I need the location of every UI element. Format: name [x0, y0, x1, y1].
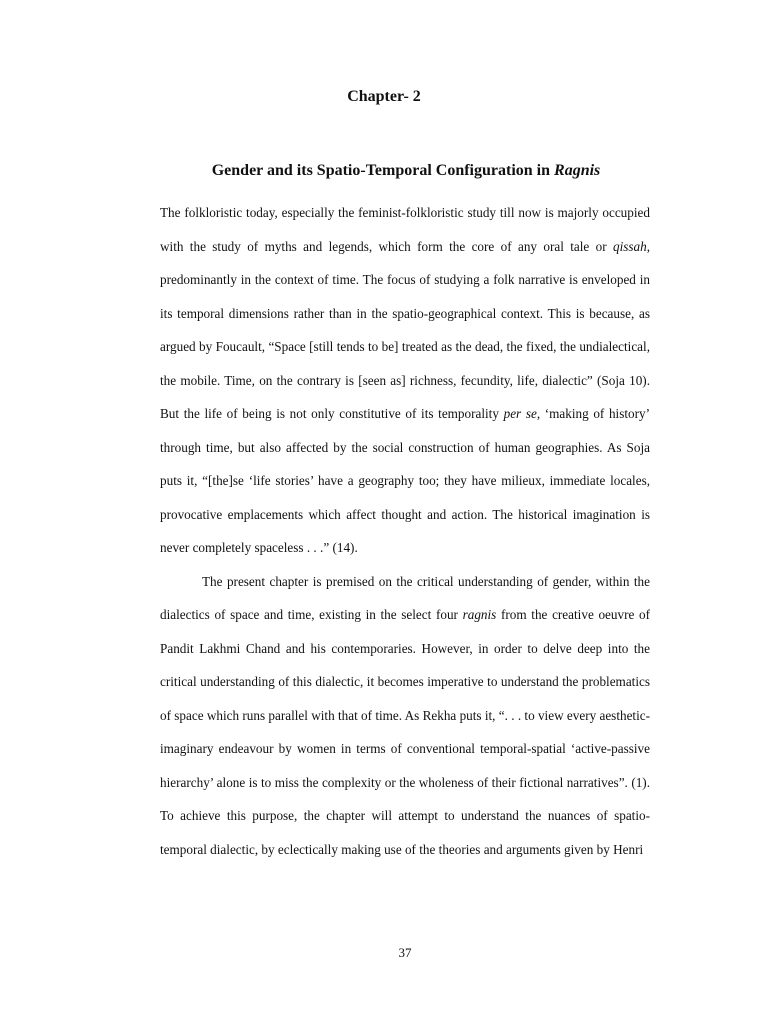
chapter-title: [0, 160, 768, 182]
chapter-label: Chapter- 2: [347, 88, 421, 105]
paragraph-1-run-3: , predominantly in the context of time. The focus of studying a folk narrative is enveloped in its temporal dimensions rather than in the spatio-geographical context. This is because, as argued by Foucault, “Space [still tends to be] treated as the dead, the fixed, the undialectical, the mobile. Time, on the contrary is [seen as] richness, fecundity, life, dialectic” (Soja 10). But the life of being is not only constitutive of its temporality: [160, 238, 650, 421]
paragraph-2: [160, 565, 650, 867]
page-number: 37: [398, 945, 412, 960]
paragraph-1: [160, 196, 650, 565]
paragraph-2-run-1: The present chapter is premised on the critical understanding of gender, within the dialectics of space and time, existing in the select four: [160, 573, 650, 622]
paragraph-2-run-2: ragnis: [462, 607, 497, 622]
chapter-title-main: Gender and its Spatio-Temporal Configuration in: [211, 162, 555, 179]
paragraph-2-run-3: from the creative oeuvre of Pandit Lakhmi Chand and his contemporaries. However, in order to delve deep into the critical understanding of this dialectic, it becomes imperative to understand the problematics of space which runs parallel with that of time. As Rekha puts it, “. . . to view every aesthetic-imaginary endeavour by women in terms of conventional temporal-spatial ‘active-passive hierarchy’ alone is to miss the complexity or the wholeness of their fictional narratives”. (1). To achieve this purpose, the chapter will attempt to understand the nuances of spatio-temporal dialectic, by eclectically making use of the theories and arguments given by Henri: [160, 607, 650, 857]
body-text: [160, 196, 650, 866]
paragraph-1-run-2: qissah: [612, 238, 647, 254]
paragraph-1-run-4: per se: [503, 406, 537, 421]
paragraph-1-run-5: , ‘making of history’ through time, but also affected by the social construction of human geographies. As Soja puts it, “[the]se ‘life stories’ have a geography too; they have milieux, immediate locales, provocative emplacements which affect thought and action. The historical imagination is never completely spaceless . . .” (14).: [160, 406, 650, 555]
chapter-title-italic: Ragnis: [554, 162, 601, 179]
paragraph-1-run-1: The folkloristic today, especially the feminist-folkloristic study till now is majorly occupied with the study of myths and legends, which form the core of any oral tale or: [160, 205, 650, 254]
